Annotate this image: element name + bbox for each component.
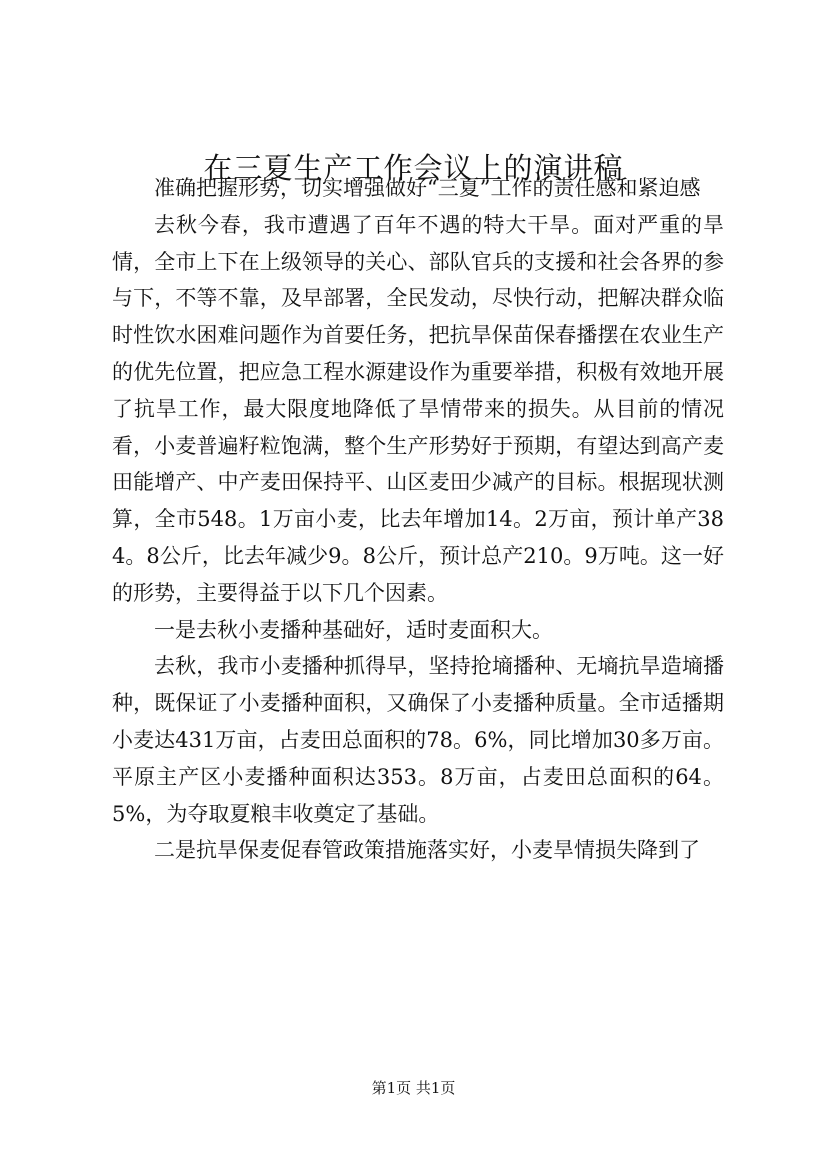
body-paragraph: 一是去秋小麦播种基础好，适时麦面积大。	[154, 617, 553, 642]
heading-paragraph: 准确把握形势，切实增强做好“三夏”工作的责任感和紧迫感	[154, 176, 701, 200]
body-paragraph: 去秋今春，我市遭遇了百年不遇的特大干旱。面对严重的旱情，全市上下在上级领导的关心、部队官兵的支援和社会各界的参与下，不等不靠，及早部署，全民发动，尽快行动，把解决群众临时性饮水困难问题作为首要任务，把抗旱保苗保春播摆在农业生产的优先位置，把应急工程水源建设作为重要举措，积极有效地开展了抗旱工作，最大限度地降低了旱情带来的损失。从目前的情况看，小麦普遍籽粒饱满，整个生产形势好于预期，有望达到高产麦田能增产、中产麦田保持平、山区麦田少减产的目标。根据现状测算，全市548。1万亩小麦，比去年增加14。2万亩，预计单产384。8公斤，比去年减少9。8公斤，预计总产210。9万吨。这一好的形势，主要得益于以下几个因素。	[112, 212, 724, 605]
document-title: 在三夏生产工作会议上的演讲稿	[203, 151, 624, 185]
body-paragraph: 去秋，我市小麦播种抓得早，坚持抢墒播种、无墒抗旱造墒播种，既保证了小麦播种面积，又确保了小麦播种质量。全市适播期小麦达431万亩，占麦田总面积的78。6%，同比增加30多万亩。平原主产区小麦播种面积达353。8万亩，占麦田总面积的64。5%，为夺取夏粮丰收奠定了基础。	[112, 654, 724, 826]
page-footer: 第1页 共1页	[371, 1079, 456, 1097]
body-paragraph: 二是抗旱保麦促春管政策措施落实好，小麦旱情损失降到了	[154, 838, 700, 863]
document-body	[112, 170, 724, 869]
